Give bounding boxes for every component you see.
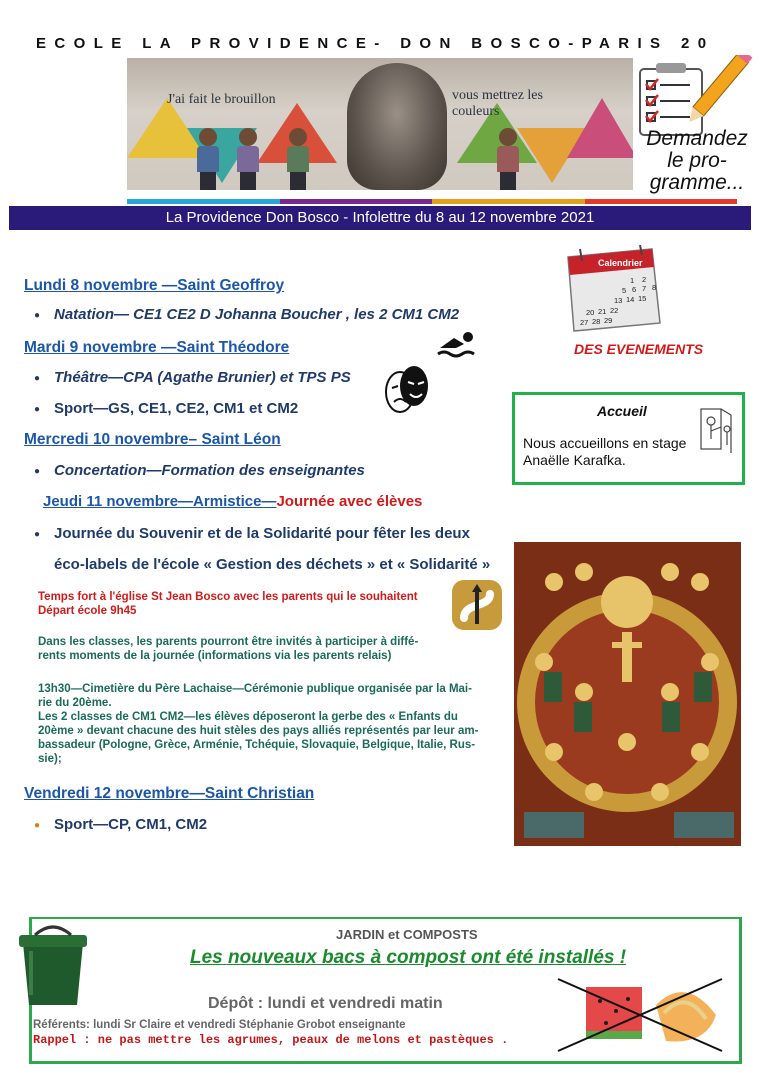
calendar-label: Calendrier [598, 258, 643, 268]
agenda-item: ● Sport—CP, CM1, CM2 [34, 816, 208, 833]
school-title: ECOLE LA PROVIDENCE- DON BOSCO-PARIS 20 [36, 35, 715, 52]
svg-text:8: 8 [652, 283, 657, 292]
classes-text: Dans les classes, les parents pourront être invités à participer à diffé- rents moments de la journée (informations via les parents relais) [38, 636, 419, 662]
agenda-item: ● Concertation—Formation des enseignantes [34, 462, 365, 479]
demandez-le-programme-text: Demandez le pro-gramme... [646, 127, 748, 194]
agenda-item-continued: éco-labels de l'école « Gestion des déchets » et « Solidarité » [54, 556, 491, 573]
events-label: DES EVENEMENTS [574, 341, 704, 357]
day-heading-wednesday: Mercredi 10 novembre– Saint Léon [24, 431, 281, 448]
church-logo-icon [450, 578, 504, 632]
mural-text-right: vous mettrez les couleurs [452, 88, 543, 119]
svg-text:14: 14 [626, 295, 635, 304]
accueil-text: Nous accueillons en stage Anaëlle Karafka. [523, 435, 687, 468]
svg-text:13: 13 [614, 296, 623, 305]
all-saints-icon [514, 542, 741, 846]
color-stripe [127, 199, 737, 204]
day-heading-tuesday: Mardi 9 novembre —Saint Théodore [24, 339, 290, 356]
svg-text:6: 6 [632, 285, 637, 294]
svg-text:21: 21 [598, 307, 607, 316]
banner-mural-photo [127, 58, 633, 190]
day-heading-thursday: Jeudi 11 novembre—Armistice—Journée avec élèves [43, 493, 423, 510]
svg-text:15: 15 [638, 294, 647, 303]
accueil-box [512, 392, 745, 485]
agenda-item: ● Théâtre—CPA (Agathe Brunier) et TPS PS [34, 369, 351, 386]
welcome-door-icon [697, 405, 739, 457]
theatre-masks-icon [382, 362, 434, 420]
crossed-out-fruit-icon [556, 975, 724, 1055]
svg-text:2: 2 [642, 275, 647, 284]
svg-text:1: 1 [630, 276, 635, 285]
compost-depot: Dépôt : lundi et vendredi matin [208, 995, 443, 1012]
temps-fort-text: Temps fort à l'église St Jean Bosco avec les parents qui le souhaitent Départ école 9h45 [38, 591, 418, 617]
compost-heading: JARDIN et COMPOSTS [336, 927, 478, 942]
svg-text:29: 29 [604, 316, 613, 325]
day-heading-monday: Lundi 8 novembre —Saint Geoffroy [24, 277, 285, 294]
compost-referents: Référents: lundi Sr Claire et vendredi Stéphanie Grobot enseignante [33, 1019, 406, 1031]
svg-text:22: 22 [610, 306, 619, 315]
swimmer-icon [436, 330, 480, 360]
svg-text:20: 20 [586, 308, 595, 317]
svg-text:7: 7 [642, 284, 647, 293]
agenda-item: ● Natation— CE1 CE2 D Johanna Boucher , les 2 CM1 CM2 [34, 306, 460, 323]
portrait [347, 63, 447, 190]
agenda-item: ● Sport—GS, CE1, CE2, CM1 et CM2 [34, 400, 299, 417]
compost-rappel: Rappel : ne pas mettre les agrumes, peaux de melons et pastèques . [33, 1033, 509, 1047]
calendar-icon [560, 245, 668, 337]
newsletter-title-bar [9, 206, 751, 230]
svg-text:28: 28 [592, 317, 601, 326]
agenda-item: ● Journée du Souvenir et de la Solidarité pour fêter les deux [34, 525, 470, 542]
compost-headline: Les nouveaux bacs à compost ont été installés ! [190, 947, 627, 968]
day-heading-friday: Vendredi 12 novembre—Saint Christian [24, 785, 315, 802]
mural-text-left: J'ai fait le brouillon [167, 92, 276, 107]
svg-text:5: 5 [622, 286, 627, 295]
compost-bin-icon [17, 923, 89, 1007]
svg-text:27: 27 [580, 318, 589, 327]
newsletter-title: La Providence Don Bosco - Infolettre du 8 au 12 novembre 2021 [165, 209, 595, 226]
accueil-title: Accueil [597, 403, 647, 419]
cemetery-text: 13h30—Cimetière du Père Lachaise—Cérémonie publique organisée par la Mai- rie du 20ème. Les 2 classes de CM1 CM2—les élèves déposeront la gerbe des « Enfants du 20ème » devant chacune des huit stèles des pays alliés représentés par leur am- bassadeur (Pologne, Grèce, Arménie, Tchéquie, Slovaquie, Belgique, Italie, Rus- sie); [38, 683, 479, 765]
